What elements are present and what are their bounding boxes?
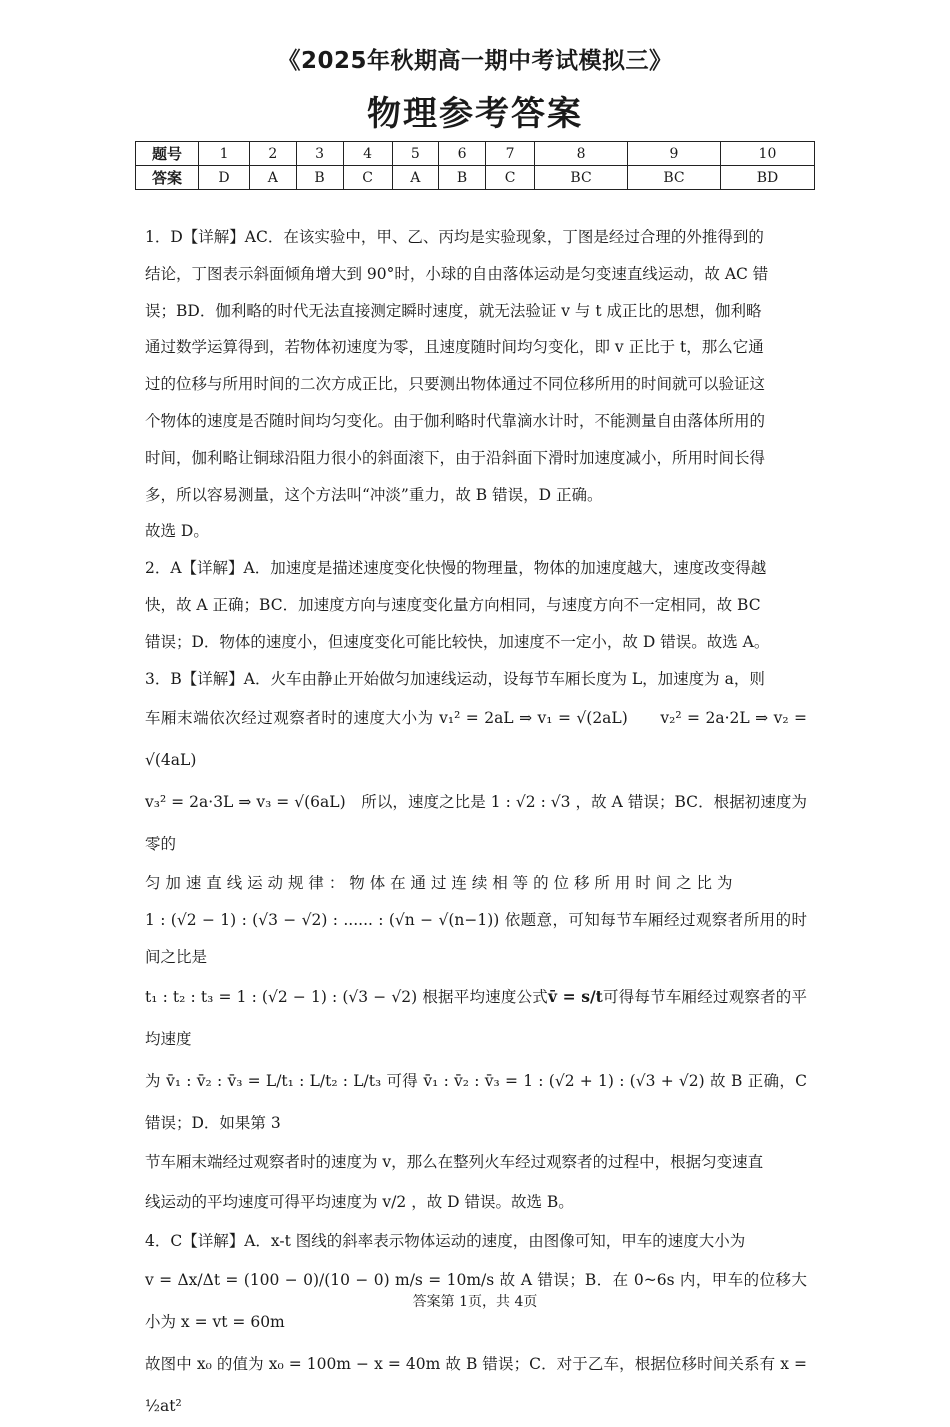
answer-table-number-row — [136, 142, 815, 166]
q3-line-part: 可得每节车厢经过观察者的平均速度 — [145, 987, 807, 1048]
answer-cell: A — [392, 166, 438, 190]
question-number: 3 — [296, 142, 343, 166]
q1-line: 过的位移与所用时间的二次方成正比，只要测出物体通过不同位移所用的时间就可以验证这 — [145, 375, 766, 394]
question-number: 8 — [535, 142, 628, 166]
answer-cell: BC — [535, 166, 628, 190]
solution-body — [145, 219, 807, 1427]
answer-cell: B — [439, 166, 486, 190]
q1-line: 误；BD．伽利略的时代无法直接测定瞬时速度，就无法验证 v 与 t 成正比的思想，伽利略 — [145, 301, 762, 320]
q1-line: 结论，丁图表示斜面倾角增大到 90°时，小球的自由落体运动是匀变速直线运动，故 AC 错 — [145, 264, 769, 283]
q3-line-part: 可得 v̄₁ : v̄₂ : v̄₃ = 1 : (√2 + 1) : (√3 + √2) 故 B 正确，C 错误；D．如果第 3 — [145, 1071, 807, 1132]
q4-line: v = Δx/Δt = (100 − 0)/(10 − 0) m/s = 10m/s 故 A 错误；B．在 0~6s 内，甲车的位移大小为 x = vt = 60m — [145, 1271, 807, 1332]
question-number: 10 — [720, 142, 814, 166]
q1-line: 多，所以容易测量，这个方法叫“冲淡”重力，故 B 错误，D 正确。 — [145, 485, 603, 504]
answer-cell: BD — [720, 166, 814, 190]
question-number: 7 — [486, 142, 535, 166]
question-number: 2 — [250, 142, 296, 166]
answer-cell: C — [486, 166, 535, 190]
q3-line: 3．B【详解】A．火车由静止开始做匀加速线运动，设每节车厢长度为 L，加速度为 a，则 — [145, 669, 765, 688]
q3-line: 车厢末端依次经过观察者时的速度大小为 v₁² = 2aL ⇒ v₁ = √(2aL) v₂² = 2a·2L ⇒ v₂ = √(4aL) — [145, 709, 807, 770]
q1-line: 故选 D。 — [145, 522, 209, 541]
q3-line: 匀 加 速 直 线 运 动 规 律 ： 物 体 在 通 过 连 续 相 等 的 位 移 所 用 时 间 之 比 为 — [145, 874, 733, 893]
q3-line-part: t₁ : t₂ : t₃ = 1 : (√2 − 1) : (√3 − √2) 根据平均速度公式 — [145, 987, 549, 1006]
answer-cell: D — [199, 166, 250, 190]
q3-line — [145, 976, 807, 1060]
question-number: 6 — [439, 142, 486, 166]
question-number: 5 — [392, 142, 438, 166]
avg-velocity-formula: v̄ = s/t — [548, 986, 603, 1006]
question-number: 4 — [343, 142, 392, 166]
q4-line: 4．C【详解】A．x-t 图线的斜率表示物体运动的速度，由图像可知，甲车的速度大小为 — [145, 1231, 746, 1250]
q4-line: 故图中 x₀ 的值为 x₀ = 100m − x = 40m 故 B 错误；C．对于乙车，根据位移时间关系有 x = ½at² — [145, 1355, 807, 1416]
row-label-answer: 答案 — [136, 166, 199, 190]
document-title: 《2025年秋期高一期中考试模拟三》 — [277, 48, 673, 74]
answer-cell: BC — [628, 166, 721, 190]
q1-line: 时间，伽利略让铜球沿阻力很小的斜面滚下，由于沿斜面下滑时加速度减小，所用时间长得 — [145, 448, 766, 467]
q3-line: v₃² = 2a·3L ⇒ v₃ = √(6aL) 所以，速度之比是 1 : √2 : √3 ，故 A 错误；BC．根据初速度为零的 — [145, 793, 807, 854]
document-subtitle: 物理参考答案 — [367, 94, 583, 134]
row-label-number: 题号 — [136, 142, 199, 166]
q3-line-part: 为 v̄₁ : v̄₂ : v̄₃ = L/t₁ : L/t₂ : L/t₃ — [145, 1071, 382, 1090]
q3-line: 节车厢末端经过观察者时的速度为 v，那么在整列火车经过观察者的过程中，根据匀变速直 — [145, 1152, 764, 1171]
answer-table — [135, 141, 815, 190]
q1-line: 个物体的速度是否随时间均匀变化。由于伽利略时代靠滴水计时，不能测量自由落体所用的 — [145, 411, 766, 430]
q2-line: 错误；D．物体的速度小，但速度变化可能比较快，加速度不一定小，故 D 错误。故选 A。 — [145, 632, 770, 651]
q3-line — [145, 1060, 807, 1144]
q2-line: 2．A【详解】A．加速度是描述速度变化快慢的物理量，物体的加速度越大，速度改变得越 — [145, 559, 767, 578]
q2-line: 快，故 A 正确；BC．加速度方向与速度变化量方向相同，与速度方向不一定相同，故 BC — [145, 595, 761, 614]
q3-line: 线运动的平均速度可得平均速度为 v/2 ，故 D 错误。故选 B。 — [145, 1192, 574, 1211]
page-footer: 答案第 1页，共 4页 — [412, 1294, 538, 1310]
q1-line: 通过数学运算得到，若物体初速度为零，且速度随时间均匀变化，即 v 正比于 t，那么它通 — [145, 338, 764, 357]
question-number: 1 — [199, 142, 250, 166]
question-number: 9 — [628, 142, 721, 166]
q1-line: 1．D【详解】AC．在该实验中，甲、乙、丙均是实验现象，丁图是经过合理的外推得到的 — [145, 228, 764, 246]
q3-line: 1 : (√2 − 1) : (√3 − √2) : ...... : (√n − √(n−1)) 依题意，可知每节车厢经过观察者所用的时间之比是 — [145, 911, 807, 966]
answer-table-answer-row — [136, 166, 815, 190]
answer-cell: C — [343, 166, 392, 190]
answer-cell: A — [250, 166, 296, 190]
answer-cell: B — [296, 166, 343, 190]
